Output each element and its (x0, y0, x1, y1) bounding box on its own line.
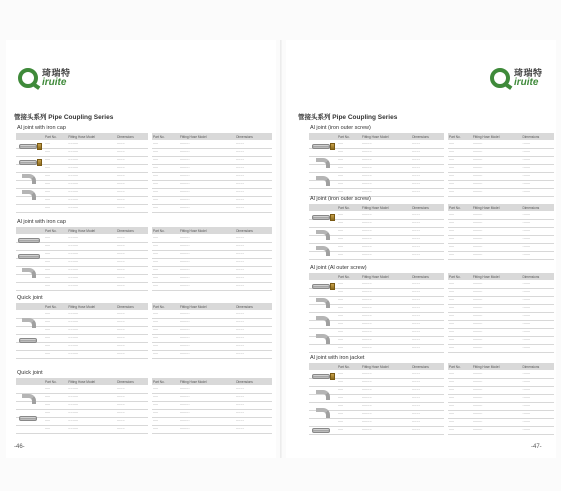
fitting-image (312, 144, 330, 149)
fitting-elbow-image (22, 394, 36, 404)
product-table: Part No. Fitting Hose Model Dimensions ····· ········· ······· ····· ········· ······· ····· ········· ······· ····· ········· ······· ····· ········· ······· ····· ········· ······· (16, 303, 148, 359)
product-table: Part No. Fitting Hose Model Dimensions ····· ········· ······· ····· ········· ······· ····· ········· ······· ····· ········· ······· ····· ········· ······· ····· ········· ······· (152, 303, 272, 359)
q-logo-icon (490, 68, 510, 88)
product-table: Part No. Fitting Hose Model Dimensions ····· ········· ······· ····· ········· ······· ····· ········· ······· ····· ········· ······· ····· ········· ······· ····· ········· ······· ····· ········· ······· ····· ········· ······· ····· ········· ······· (309, 273, 444, 353)
fitting-elbow-image (22, 174, 36, 184)
series-title: 管接头系列 Pipe Coupling Series (14, 114, 114, 121)
section-title: Al joint with iron jacket (310, 355, 365, 361)
fitting-image (18, 254, 40, 259)
logo-english-text: iruite (514, 76, 539, 88)
fitting-elbow-image (316, 158, 330, 168)
section-title: Al joint (iron outer screw) (310, 196, 371, 202)
fitting-elbow-image (316, 316, 330, 326)
fitting-elbow-image (22, 318, 36, 328)
fitting-image (312, 428, 330, 433)
section-title: Al joint (iron outer screw) (310, 125, 371, 131)
fitting-elbow-image (316, 390, 330, 400)
fitting-nut (37, 143, 42, 150)
section-title: Quick joint (17, 370, 43, 376)
page-number: -47- (531, 444, 542, 450)
section-title: Al joint with iron cap (17, 125, 66, 131)
fitting-image (312, 215, 330, 220)
fitting-elbow-image (316, 334, 330, 344)
fitting-nut (37, 159, 42, 166)
product-table: Part No. Fitting Hose Model Dimensions ····· ········· ······· ····· ········· ······· ····· ········· ······· ····· ········· ······· ····· ········· ······· ····· ········· ······· ····· ········· ······· ····· ········· ······· (309, 363, 444, 435)
product-table: Part No. Fitting Hose Model Dimensions ····· ········· ······· ····· ········· ······· ····· ········· ······· ····· ········· ······· ····· ········· ······· ····· ········· ······· ····· ········· ······· (152, 227, 272, 291)
section-title: Quick joint (17, 295, 43, 301)
q-logo-icon (18, 68, 38, 88)
fitting-elbow-image (316, 176, 330, 186)
logo-english-text: iruite (42, 76, 67, 88)
fitting-image (19, 416, 37, 421)
product-table: Part No. Fitting Hose Model Dimensions ····· ········· ······· ····· ········· ······· ····· ········· ······· ····· ········· ······· ····· ········· ······· ····· ········· ······· ····· ········· ······· ····· ········· ······· (448, 363, 554, 435)
fitting-elbow-image (316, 246, 330, 256)
product-table: Part No. Fitting Hose Model Dimensions ····· ········· ······· ····· ········· ······· ····· ········· ······· ····· ········· ······· ····· ········· ······· ····· ········· ······· ····· ········· ······· ····· ········· ······· ····· ········· ······· (16, 133, 148, 213)
fitting-elbow-image (316, 298, 330, 308)
product-table: Part No. Fitting Hose Model Dimensions ····· ········· ······· ····· ········· ······· ····· ········· ······· ····· ········· ······· ····· ········· ······· ····· ········· ······· ····· ········· ······· ····· ········· ······· ····· ········· ······· (448, 273, 554, 353)
fitting-image (312, 374, 330, 379)
fitting-elbow-image (22, 268, 36, 278)
page-fold (280, 40, 282, 458)
logo-chinese-text: 琦瑞特 (42, 67, 71, 78)
brand-logo-left (18, 68, 71, 88)
fitting-nut (330, 143, 335, 150)
series-title: 管接头系列 Pipe Coupling Series (298, 114, 398, 121)
fitting-image (19, 338, 37, 343)
fitting-image (312, 284, 330, 289)
fitting-nut (330, 373, 335, 380)
brand-logo-right (490, 68, 543, 88)
product-table: Part No. Fitting Hose Model Dimensions ····· ········· ······· ····· ········· ······· ····· ········· ······· ····· ········· ······· ····· ········· ······· ····· ········· ······· ····· ········· ······· ····· ········· ······· ····· ········· ······· (152, 133, 272, 213)
logo-chinese-text: 琦瑞特 (514, 67, 543, 78)
fitting-image (18, 238, 40, 243)
fitting-nut (330, 214, 335, 221)
product-table: Part No. Fitting Hose Model Dimensions ····· ········· ······· ····· ········· ······· ····· ········· ······· ····· ········· ······· ····· ········· ······· ····· ········· ······· (448, 204, 554, 260)
section-title: Al joint with iron cap (17, 219, 66, 225)
fitting-elbow-image (22, 190, 36, 200)
product-table: Part No. Fitting Hose Model Dimensions ····· ········· ······· ····· ········· ······· ····· ········· ······· ····· ········· ······· ····· ········· ······· ····· ········· ······· (152, 378, 272, 434)
product-table: Part No. Fitting Hose Model Dimensions ····· ········· ······· ····· ········· ······· ····· ········· ······· ····· ········· ······· ····· ········· ······· ····· ········· ······· ····· ········· ······· (448, 133, 554, 197)
product-table: Part No. Fitting Hose Model Dimensions ····· ········· ······· ····· ········· ······· ····· ········· ······· ····· ········· ······· ····· ········· ······· ····· ········· ······· ····· ········· ······· (309, 133, 444, 197)
fitting-elbow-image (316, 408, 330, 418)
product-table: Part No. Fitting Hose Model Dimensions ····· ········· ······· ····· ········· ······· ····· ········· ······· ····· ········· ······· ····· ········· ······· ····· ········· ······· ····· ········· ······· (16, 227, 148, 291)
page-number: -46- (14, 444, 25, 450)
section-title: Al joint (Al outer screw) (310, 265, 367, 271)
fitting-image (19, 160, 37, 165)
product-table: Part No. Fitting Hose Model Dimensions ····· ········· ······· ····· ········· ······· ····· ········· ······· ····· ········· ······· ····· ········· ······· ····· ········· ······· (309, 204, 444, 260)
fitting-nut (330, 283, 335, 290)
product-table: Part No. Fitting Hose Model Dimensions ····· ········· ······· ····· ········· ······· ····· ········· ······· ····· ········· ······· ····· ········· ······· ····· ········· ······· (16, 378, 148, 434)
fitting-image (19, 144, 37, 149)
fitting-elbow-image (316, 230, 330, 240)
